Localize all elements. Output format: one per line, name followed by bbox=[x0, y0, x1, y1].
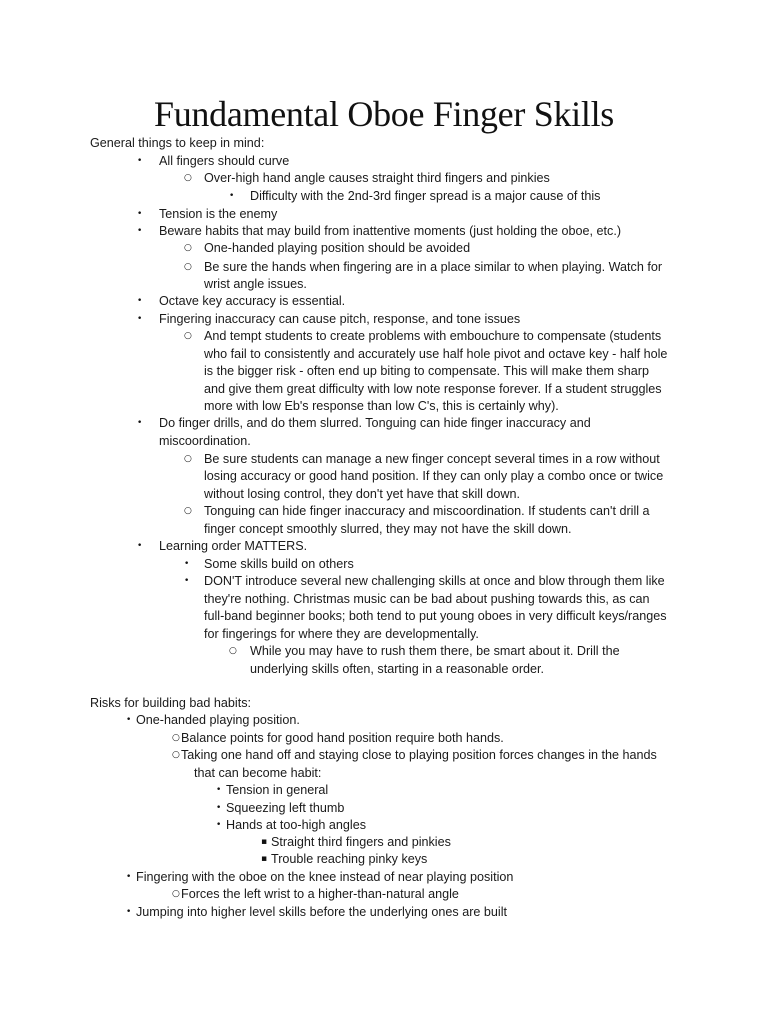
list-item: Balance points for good hand position require both hands. bbox=[181, 731, 504, 745]
disc-bullet: • bbox=[126, 872, 132, 882]
list-item: Beware habits that may build from inattentive moments (just holding the oboe, etc.) bbox=[159, 224, 622, 238]
list-item-continuation: without losing control, they don't yet have that skill down. bbox=[204, 487, 521, 501]
list-item: Straight third fingers and pinkies bbox=[271, 835, 451, 849]
list-item: Difficulty with the 2nd-3rd finger spread is a major cause of this bbox=[250, 189, 601, 203]
square-bullet: ▪ bbox=[261, 854, 268, 864]
section-heading-general: General things to keep in mind: bbox=[90, 136, 265, 150]
list-item-continuation: more with low Eb's response than low C's, this is certainly why). bbox=[204, 399, 559, 413]
disc-bullet: • bbox=[216, 820, 222, 830]
list-item: One-handed playing position should be avoided bbox=[204, 241, 471, 255]
list-item: Hands at too-high angles bbox=[226, 818, 367, 832]
disc-bullet: • bbox=[216, 803, 222, 813]
disc-bullet: • bbox=[137, 418, 143, 428]
list-item: All fingers should curve bbox=[159, 154, 290, 168]
list-item: Fingering inaccuracy can cause pitch, response, and tone issues bbox=[159, 312, 521, 326]
list-item: One-handed playing position. bbox=[136, 713, 300, 727]
list-item: Taking one hand off and staying close to playing position forces changes in the hands bbox=[181, 748, 657, 762]
disc-bullet: • bbox=[184, 576, 190, 586]
list-item: Trouble reaching pinky keys bbox=[271, 852, 428, 866]
circle-bullet: ○ bbox=[184, 506, 192, 516]
list-item-continuation: losing accuracy or good hand position. If they can only play a combo once or twice bbox=[204, 469, 664, 483]
disc-bullet: • bbox=[137, 156, 143, 166]
disc-bullet: • bbox=[184, 559, 190, 569]
disc-bullet: • bbox=[216, 785, 222, 795]
disc-bullet: • bbox=[137, 541, 143, 551]
disc-bullet: • bbox=[229, 191, 235, 201]
section-heading-risks: Risks for building bad habits: bbox=[90, 696, 252, 710]
circle-bullet: ○ bbox=[184, 454, 192, 464]
list-item: Octave key accuracy is essential. bbox=[159, 294, 346, 308]
list-item: Some skills build on others bbox=[204, 557, 354, 571]
disc-bullet: • bbox=[137, 296, 143, 306]
disc-bullet: • bbox=[126, 715, 132, 725]
list-item-continuation: for fingerings for where they are developmentally. bbox=[204, 627, 479, 641]
circle-bullet: ○ bbox=[184, 173, 192, 183]
circle-bullet: ○ bbox=[172, 733, 180, 743]
list-item: Squeezing left thumb bbox=[226, 801, 345, 815]
list-item: Over-high hand angle causes straight third fingers and pinkies bbox=[204, 171, 550, 185]
list-item-continuation: and give them great difficulty with low note response forever. If a student struggles bbox=[204, 382, 662, 396]
page-title: Fundamental Oboe Finger Skills bbox=[154, 94, 614, 134]
list-item-continuation: is the bigger risk - often end up biting to compensate. This will make them sharp bbox=[204, 364, 649, 378]
disc-bullet: • bbox=[137, 314, 143, 324]
circle-bullet: ○ bbox=[172, 750, 180, 760]
list-item: DON'T introduce several new challenging skills at once and blow through them like bbox=[204, 574, 665, 588]
list-item-continuation: full-band beginner books; both tend to put young oboes in very difficult keys/ranges bbox=[204, 609, 667, 623]
list-item: Be sure students can manage a new finger concept several times in a row without bbox=[204, 452, 660, 466]
list-item-continuation: underlying skills often, starting in a reasonable order. bbox=[250, 662, 545, 676]
circle-bullet: ○ bbox=[184, 331, 192, 341]
list-item: And tempt students to create problems with embouchure to compensate (students bbox=[204, 329, 662, 343]
circle-bullet: ○ bbox=[184, 262, 192, 272]
disc-bullet: • bbox=[137, 226, 143, 236]
list-item: Fingering with the oboe on the knee instead of near playing position bbox=[136, 870, 514, 884]
disc-bullet: • bbox=[126, 907, 132, 917]
list-item-continuation: finger concept smoothly slurred, they may not have the skill down. bbox=[204, 522, 572, 536]
list-item: Forces the left wrist to a higher-than-natural angle bbox=[181, 887, 459, 901]
square-bullet: ▪ bbox=[261, 837, 268, 847]
list-item-continuation: wrist angle issues. bbox=[204, 277, 307, 291]
circle-bullet: ○ bbox=[172, 889, 180, 899]
disc-bullet: • bbox=[137, 209, 143, 219]
list-item-continuation: who fail to consistently and accurately use half hole pivot and octave key - half hole bbox=[204, 347, 668, 361]
list-item: Do finger drills, and do them slurred. Tonguing can hide finger inaccuracy and bbox=[159, 416, 591, 430]
list-item-continuation: they're nothing. Christmas music can be bad about pushing towards this, as can bbox=[204, 592, 650, 606]
circle-bullet: ○ bbox=[229, 646, 237, 656]
list-item-continuation: miscoordination. bbox=[159, 434, 251, 448]
list-item: Jumping into higher level skills before the underlying ones are built bbox=[136, 905, 508, 919]
list-item: While you may have to rush them there, be smart about it. Drill the bbox=[250, 644, 620, 658]
list-item: Tonguing can hide finger inaccuracy and miscoordination. If students can't drill a bbox=[204, 504, 650, 518]
list-item-continuation: that can become habit: bbox=[194, 766, 322, 780]
circle-bullet: ○ bbox=[184, 243, 192, 253]
list-item: Tension is the enemy bbox=[159, 207, 278, 221]
list-item: Learning order MATTERS. bbox=[159, 539, 308, 553]
list-item: Be sure the hands when fingering are in a place similar to when playing. Watch for bbox=[204, 260, 663, 274]
list-item: Tension in general bbox=[226, 783, 329, 797]
